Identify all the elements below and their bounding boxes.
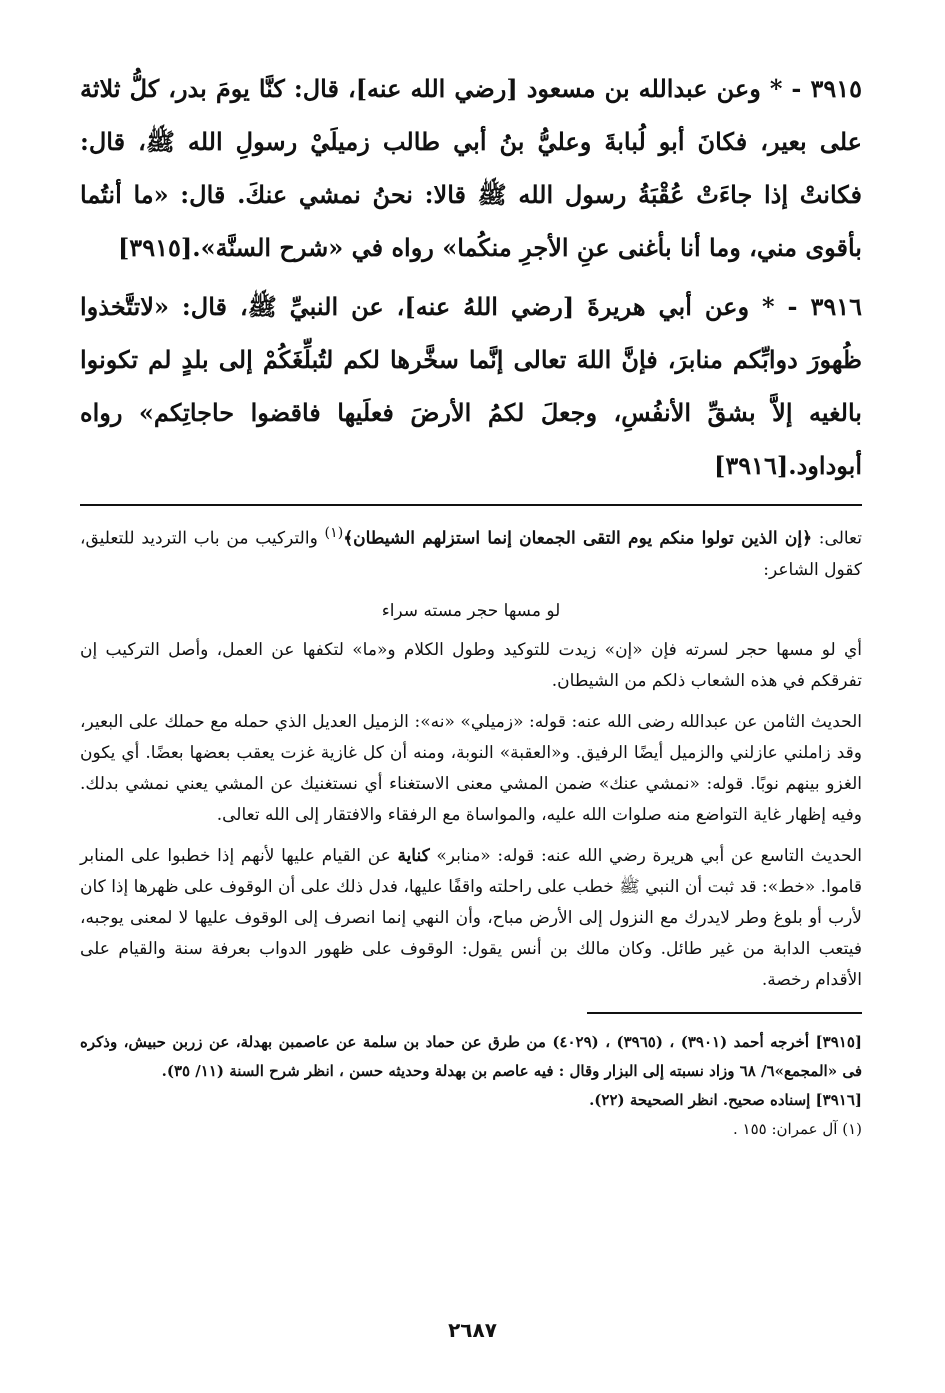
footnote-3915: [٣٩١٥] أخرجه أحمد (٣٩٠١) ، (٣٩٦٥) ، (٤٠٢٩) من طرق عن حماد بن سلمة عن عاصمبن بهدلة، عن زربن حبيش، وذكره فى «المجمع»٦/ ٦٨ وزاد نسبته إلى البزار وقال : فيه عاصم بن بهدلة وحديثه حسن ، انظر شرح السنة (١١/ ٣٥). [80, 1032, 863, 1080]
commentary-keyword: كناية [397, 845, 430, 866]
commentary-continuation: والتركيب من باب الترديد للتعليق، كقول الشاعر: [80, 528, 862, 580]
quran-verse: ﴿إن الذين تولوا منكم يوم التقى الجمعان إنما استزلهم الشيطان﴾ [343, 528, 813, 549]
text-commentary-divider [80, 504, 862, 506]
commentary-paragraph-hadith-8: الحديث الثامن عن عبدالله رضى الله عنه: قوله: «زميلي» «نه»: الزميل العديل الذي حمله مع حملك على البعير، وقد زاملني عازلني والزميل أيضًا الرفيق. و«العقبة» النوبة، ومنه أن كل غازية غزت يعقب بعضها بعضًا. أي يكون الغزو بينهم نوبًا. قوله: «نمشي عنك» ضمن المشي معنى الاستغناء أي نستغنيك عن المشي يعني نمشي بدلك. وفيه إظهار غاية التواضع منه صلوات الله عليه، والمواساة مع الرفقاء والافتقار إلى الله تعالى. [80, 711, 862, 825]
footnote-3916: [٣٩١٦] إسناده صحيح. انظر الصحيحة (٢٢). [589, 1090, 862, 1109]
commentary-paragraph-explanation: أي لو مسها حجر لسرته فإن «إن» زيدت للتوكيد وطول الكلام و«ما» لتكفها عن العمل، وأصل التركيب إن تفرقكم في هذه الشعاب ذلكم من الشيطان. [80, 639, 862, 691]
footnote-divider [587, 1012, 862, 1014]
footnote-divider-wrap [80, 1012, 862, 1014]
poetry-line: لو مسها حجر مسته سراء [381, 600, 561, 621]
hadith-3916: ٣٩١٦ - * وعن أبي هريرةَ [رضي اللهُ عنه]، عن النبيِّ ﷺ، قال: «لاتتَّخذوا ظُهورَ دوابِّكم منابرَ، فإنَّ اللهَ تعالى إنَّما سخَّرها لكم لتُبلِّغَكُمْ إلى بلدٍ لم تكونوا بالغيه إلاَّ بشقِّ الأنفُسِ، وجعلَ لكمُ الأرضَ فعلَيها فاقضوا حاجاتِكم» رواه أبوداود.[٣٩١٦] [80, 292, 863, 480]
commentary-paragraph-verse [80, 518, 862, 586]
commentary-paragraph-hadith-9 [80, 841, 862, 996]
hadith-3915: ٣٩١٥ - * وعن عبدالله بن مسعود [رضي الله عنه]، قال: كنَّا يومَ بدر، كلُّ ثلاثة على بعير، فكانَ أبو لُبابةَ وعليُّ بنُ أبي طالب زميلَيْ رسولِ الله ﷺ، قال: فكانتْ إذا جاءَتْ عُقْبَةُ رسول الله ﷺ قالا: نحنُ نمشي عنكَ. قال: «ما أنتُما بأقوى مني، وما أنا بأغنى عنِ الأجرِ منكُما» رواه في «شرح السنَّة».[٣٩١٥] [80, 74, 862, 262]
commentary-hadith-9-start: الحديث التاسع عن أبي هريرة رضي الله عنه: قوله: «منابر» [429, 845, 862, 866]
commentary-lead: تعالى: [812, 528, 862, 549]
commentary-hadith-9-rest: عن القيام عليها لأنهم إذا خطبوا على المنابر قاموا. «خط»: قد ثبت أن النبي ﷺ خطب على راحلته واقفًا عليها، فدل ذلك على أن الوقوف على ظهرها إذا كان لأرب أو بلوغ وطر لايدرك مع النزول إلى الأرض مباح، وأن النهي إنما انصرف إلى الوقوف عليها لا لمعنى يوجبه، فيتعب الدابة من غير طائل. وكان مالك بن أنس يقول: الوقوف على ظهور الدواب بعرفة سنة والقيام على الأقدام رخصة. [80, 845, 862, 990]
book-page [80, 62, 862, 1382]
page-number: ٢٦٨٧ [448, 1318, 497, 1342]
footnote-1: (١) آل عمران: ١٥٥ . [733, 1119, 862, 1138]
footnote-ref: (١) [324, 525, 344, 541]
